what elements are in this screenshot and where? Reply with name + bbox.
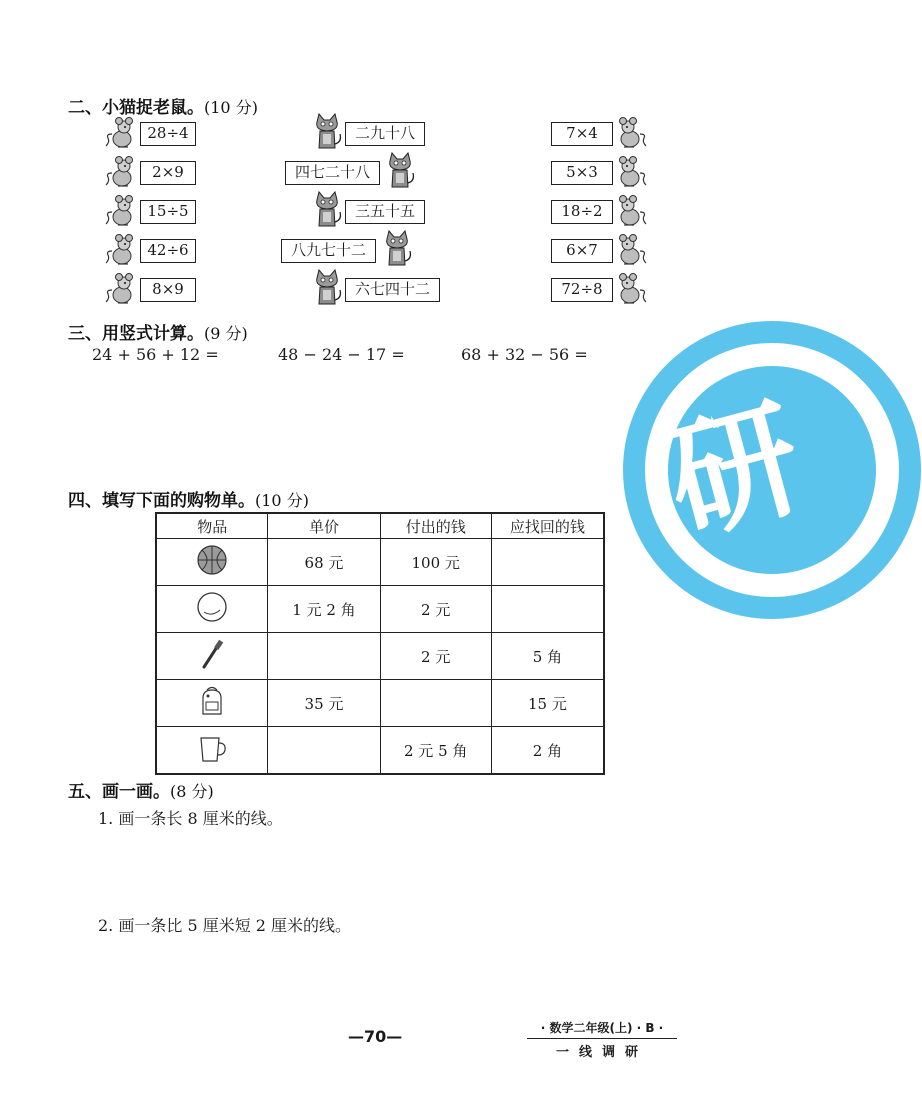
paid-cell: 2 元 5 角 (380, 727, 491, 775)
expression-3: 68 + 32 − 56 = (461, 345, 588, 364)
left-expression-box[interactable]: 15÷5 (140, 200, 196, 224)
cup-icon (195, 731, 229, 765)
stamp-watermark (622, 320, 922, 620)
section4-points: (10 分) (255, 491, 309, 510)
header-unit-price: 单价 (268, 513, 380, 539)
table-row (156, 727, 604, 775)
change-cell: 15 元 (491, 680, 604, 727)
table-row (156, 680, 604, 727)
cat-icon (310, 112, 344, 152)
section5-points: (8 分) (170, 782, 214, 801)
right-expression-box[interactable]: 6×7 (551, 239, 613, 263)
ball-icon (195, 590, 229, 624)
multiplication-rhyme-box[interactable]: 二九十八 (345, 122, 425, 146)
right-expression-box[interactable]: 5×3 (551, 161, 613, 185)
mouse-icon (104, 194, 140, 228)
table-row (156, 633, 604, 680)
left-expression-box[interactable]: 28÷4 (140, 122, 196, 146)
price-cell: 1 元 2 角 (268, 586, 380, 633)
mouse-icon (612, 194, 648, 228)
backpack-icon (195, 684, 229, 718)
expression-1: 24 + 56 + 12 = (92, 345, 219, 364)
multiplication-rhyme-box[interactable]: 八九七十二 (281, 239, 376, 263)
section3-points: (9 分) (204, 324, 248, 343)
price-cell[interactable] (268, 727, 380, 775)
book-title: · 数学二年级(上) · B · (540, 1021, 664, 1035)
section2-title (68, 93, 258, 118)
section4-title (68, 486, 309, 511)
change-cell[interactable] (491, 586, 604, 633)
mouse-icon (104, 233, 140, 267)
brand-name: 一线调研 (527, 1038, 677, 1060)
section4-title-text: 四、填写下面的购物单。 (68, 491, 255, 511)
section2-points: (10 分) (204, 98, 258, 117)
item-cell (156, 586, 268, 633)
section5-title (68, 777, 214, 802)
change-cell: 5 角 (491, 633, 604, 680)
price-cell: 68 元 (268, 539, 380, 586)
page-number: —70— (348, 1027, 403, 1046)
header-paid: 付出的钱 (380, 513, 491, 539)
item-cell (156, 633, 268, 680)
paid-cell: 2 元 (380, 586, 491, 633)
left-expression-box[interactable]: 42÷6 (140, 239, 196, 263)
mouse-icon (612, 272, 648, 306)
basketball-icon (195, 543, 229, 577)
price-cell: 35 元 (268, 680, 380, 727)
table-row (156, 539, 604, 586)
item-cell (156, 727, 268, 775)
multiplication-rhyme-box[interactable]: 六七四十二 (345, 278, 440, 302)
mouse-icon (612, 233, 648, 267)
cat-icon (310, 268, 344, 308)
expression-2: 48 − 24 − 17 = (278, 345, 405, 364)
question-1: 1. 画一条长 8 厘米的线。 (98, 809, 283, 828)
multiplication-rhyme-box[interactable]: 四七二十八 (285, 161, 380, 185)
mouse-icon (104, 155, 140, 189)
toothbrush-icon (195, 637, 229, 671)
left-expression-box[interactable]: 8×9 (140, 278, 196, 302)
right-expression-box[interactable]: 18÷2 (551, 200, 613, 224)
question-2: 2. 画一条比 5 厘米短 2 厘米的线。 (98, 916, 352, 935)
svg-text:研: 研 (651, 380, 817, 562)
header-change: 应找回的钱 (491, 513, 604, 539)
paid-cell: 2 元 (380, 633, 491, 680)
mouse-icon (104, 272, 140, 306)
price-cell[interactable] (268, 633, 380, 680)
cat-icon (310, 190, 344, 230)
right-expression-box[interactable]: 72÷8 (551, 278, 613, 302)
section5-title-text: 五、画一画。 (68, 782, 170, 802)
item-cell (156, 680, 268, 727)
cat-icon (380, 229, 414, 269)
change-cell[interactable] (491, 539, 604, 586)
multiplication-rhyme-box[interactable]: 三五十五 (345, 200, 425, 224)
paid-cell: 100 元 (380, 539, 491, 586)
section3-title (68, 319, 248, 344)
header-item: 物品 (156, 513, 268, 539)
change-cell: 2 角 (491, 727, 604, 775)
cat-icon (383, 151, 417, 191)
item-cell (156, 539, 268, 586)
paid-cell[interactable] (380, 680, 491, 727)
section3-title-text: 三、用竖式计算。 (68, 324, 204, 344)
table-row (156, 586, 604, 633)
table-header-row (156, 513, 604, 539)
mouse-icon (104, 116, 140, 150)
shopping-list-table (155, 512, 605, 775)
left-expression-box[interactable]: 2×9 (140, 161, 196, 185)
right-expression-box[interactable]: 7×4 (551, 122, 613, 146)
section2-title-text: 二、小猫捉老鼠。 (68, 98, 204, 118)
mouse-icon (612, 116, 648, 150)
mouse-icon (612, 155, 648, 189)
